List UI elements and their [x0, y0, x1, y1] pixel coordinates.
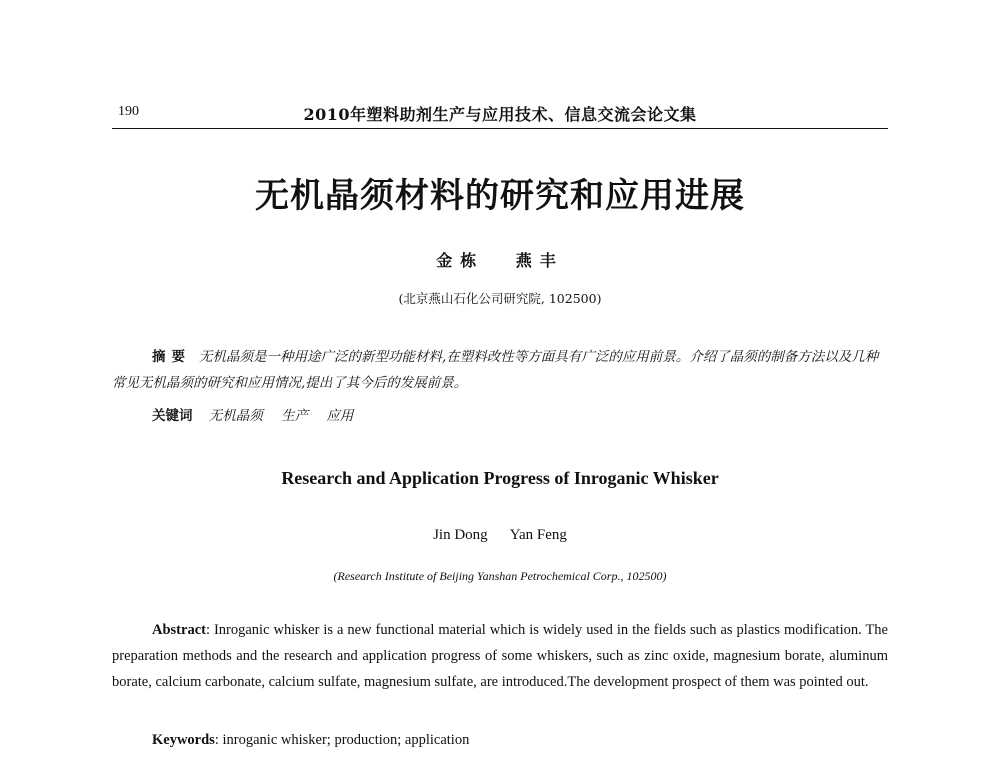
chinese-keywords-label: 关键词 [152, 408, 193, 424]
english-abstract-text: : Inroganic whisker is a new functional material which is widely used in the fields such as plastics modification. The preparation methods and the research and application progress of some whiskers, such as zinc oxide, magnesium borate, aluminum borate, calcium carbonate, calcium sulfate, magnesium sulfate, are introduced.The development prospect of them was pointed out. [112, 622, 888, 690]
chinese-keyword: 生产 [281, 408, 309, 424]
english-keywords-label: Keywords [152, 732, 215, 748]
running-header [112, 104, 888, 129]
english-affiliation [0, 569, 1000, 584]
chinese-keyword: 无机晶须 [208, 408, 263, 424]
english-abstract [112, 617, 888, 695]
chinese-keyword: 应用 [326, 408, 354, 424]
page-number: 190 [118, 104, 139, 119]
chinese-title: 无机晶须材料的研究和应用进展 [255, 176, 745, 216]
english-author: Jin Dong [433, 527, 488, 543]
english-keywords [152, 732, 469, 749]
journal-title: 2010年塑料助剂生产与应用技术、信息交流会论文集 [303, 105, 697, 124]
chinese-abstract-text: 无机晶须是一种用途广泛的新型功能材料,在塑料改性等方面具有广泛的应用前景。介绍了晶须的制备方法以及几种常见无机晶须的研究和应用情况,提出了其今后的发展前景。 [112, 349, 879, 391]
english-keywords-text: : inroganic whisker; production; application [214, 732, 470, 748]
chinese-abstract-label: 摘要 [152, 349, 191, 365]
english-abstract-label: Abstract [152, 622, 206, 638]
chinese-abstract [112, 344, 888, 396]
english-affiliation-text: (Research Institute of Beijing Yanshan Petrochemical Corp., 102500) [333, 569, 667, 583]
english-title: Research and Application Progress of Inroganic Whisker [281, 468, 719, 488]
english-author: Yan Feng [509, 527, 567, 543]
chinese-affiliation: (北京燕山石化公司研究院, 102500) [398, 291, 602, 306]
english-authors [0, 527, 1000, 544]
chinese-keywords [152, 404, 367, 424]
chinese-authors: 金栋 燕丰 [436, 251, 564, 270]
